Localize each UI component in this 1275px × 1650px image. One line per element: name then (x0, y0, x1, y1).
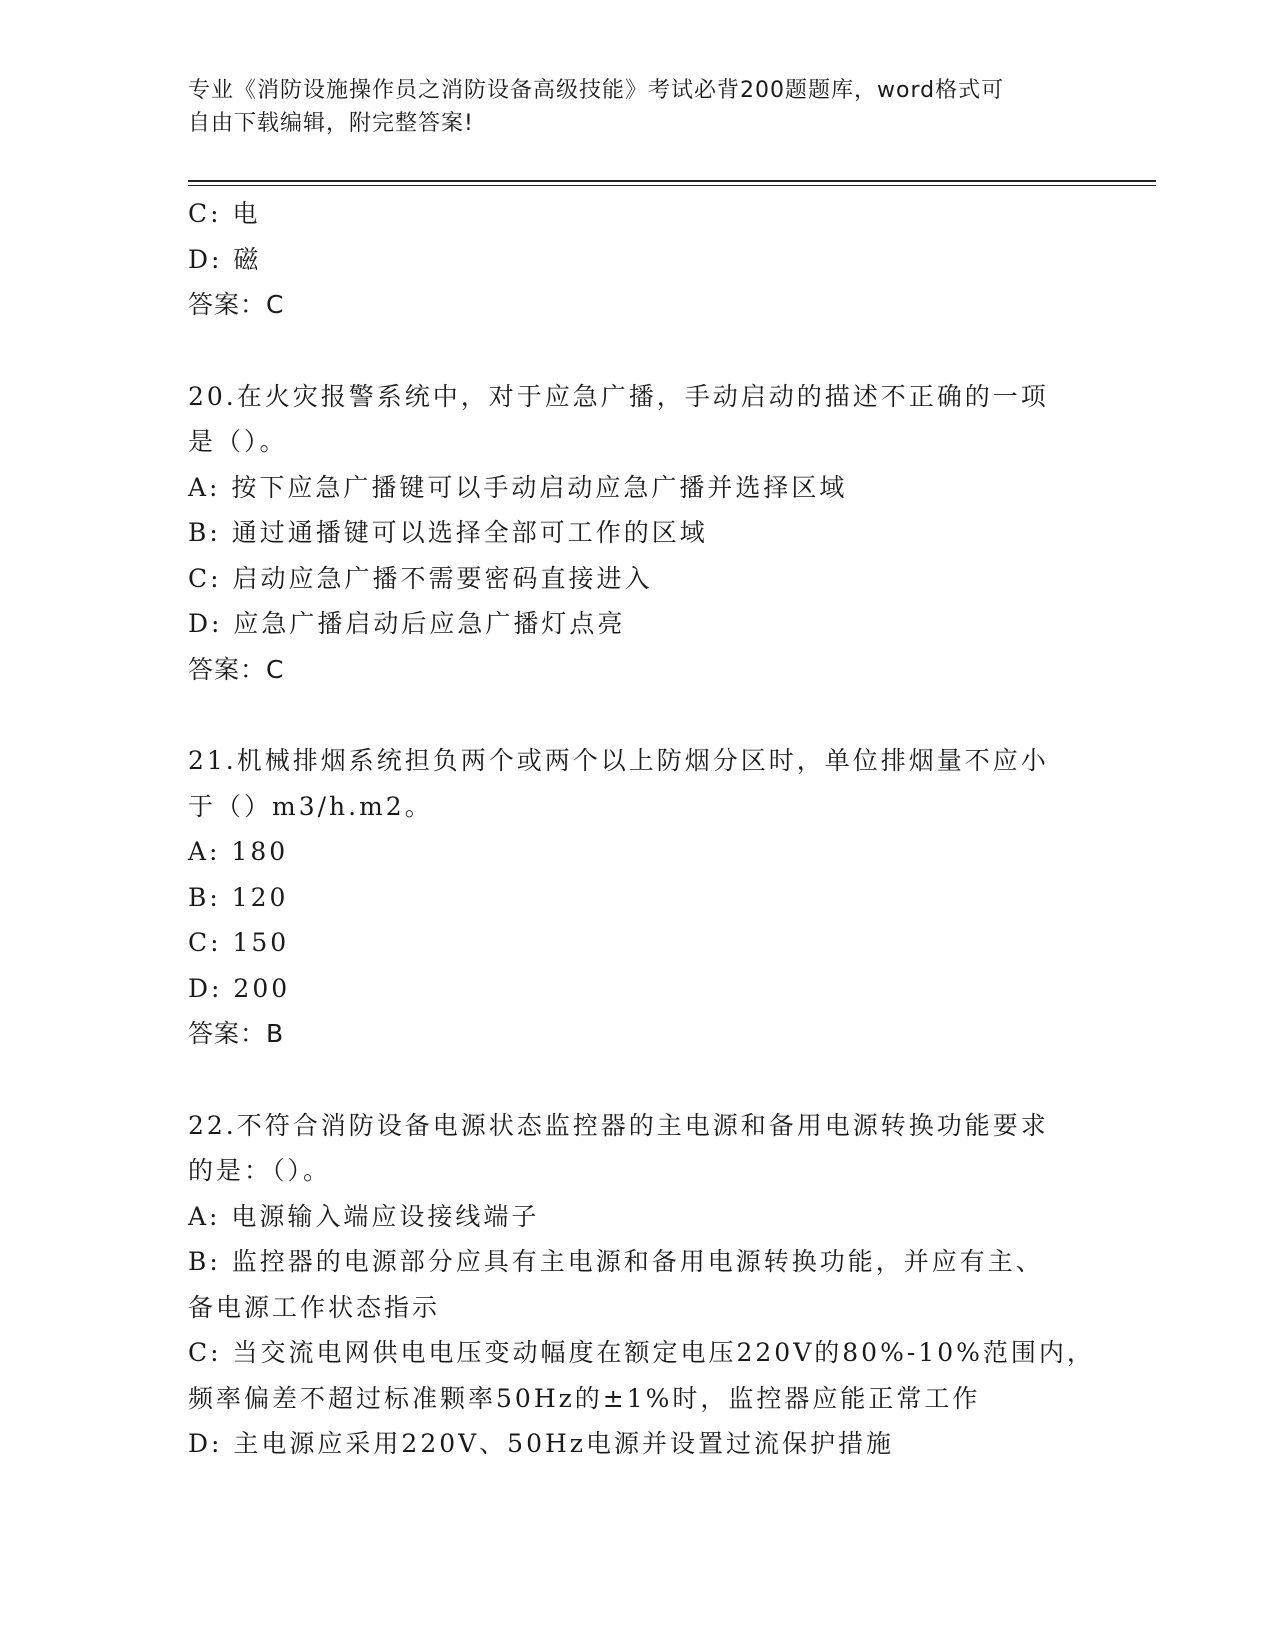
answer: 答案：B (188, 1019, 285, 1048)
question-spacer (188, 692, 1088, 738)
option-a: A: 180 (188, 837, 289, 866)
option-a: A: 电源输入端应设接线端子 (188, 1201, 540, 1231)
option-c-line-1: C: 当交流电网供电电压变动幅度在额定电压220V的80%-10%范围内， (188, 1338, 1095, 1367)
question-stem-line-1: 22.不符合消防设备电源状态监控器的主电源和备用电源转换功能要求 (188, 1110, 1049, 1140)
option-c-line-2: 频率偏差不超过标准颗率50Hz的±1%时，监控器应能正常工作 (188, 1383, 981, 1413)
question-stem-line-2: 于（）m3/h.m2。 (188, 791, 433, 821)
question-stem-line-2: 是（）。 (188, 427, 288, 456)
option-b: B: 通过通播键可以选择全部可工作的区域 (188, 518, 708, 547)
option-c: C: 150 (188, 928, 290, 957)
option-c: C: 启动应急广播不需要密码直接进入 (188, 563, 653, 593)
option-d: D: 磁 (188, 244, 262, 274)
header-line-2: 自由下载编辑，附完整答案! (188, 111, 474, 136)
header-line-1: 专业《消防设施操作员之消防设备高级技能》考试必背200题题库，word格式可 (188, 78, 1005, 103)
question-stem-line-1: 21.机械排烟系统担负两个或两个以上防烟分区时，单位排烟量不应小 (188, 746, 1049, 775)
option-b: B: 120 (188, 882, 289, 912)
option-a: A: 按下应急广播键可以手动启动应急广播并选择区域 (188, 472, 848, 502)
question-spacer (188, 328, 1088, 374)
option-b-line-2: 备电源工作状态指示 (188, 1292, 441, 1322)
question-stem-line-2: 的是：（）。 (188, 1156, 332, 1185)
document-header (188, 74, 1088, 140)
question-20 (188, 374, 1088, 693)
question-list (188, 191, 1095, 1467)
option-b-line-1: B: 监控器的电源部分应具有主电源和备用电源转换功能，并应有主、 (188, 1247, 1044, 1276)
question-21 (188, 738, 1088, 1057)
option-d: D: 主电源应采用220V、50Hz电源并设置过流保护措施 (188, 1429, 894, 1458)
header-rule-thin (188, 185, 1156, 186)
option-c: C: 电 (188, 199, 261, 228)
answer: 答案：C (188, 290, 285, 319)
answer: 答案：C (188, 654, 285, 684)
question-spacer (188, 1057, 1088, 1103)
question-22 (188, 1103, 1095, 1467)
header-rule-thick (188, 180, 1156, 182)
question-19-tail (188, 191, 1088, 328)
option-d: D: 应急广播启动后应急广播灯点亮 (188, 609, 626, 638)
question-stem-line-1: 20.在火灾报警系统中，对于应急广播，手动启动的描述不正确的一项 (188, 381, 1049, 411)
option-d: D: 200 (188, 973, 291, 1003)
